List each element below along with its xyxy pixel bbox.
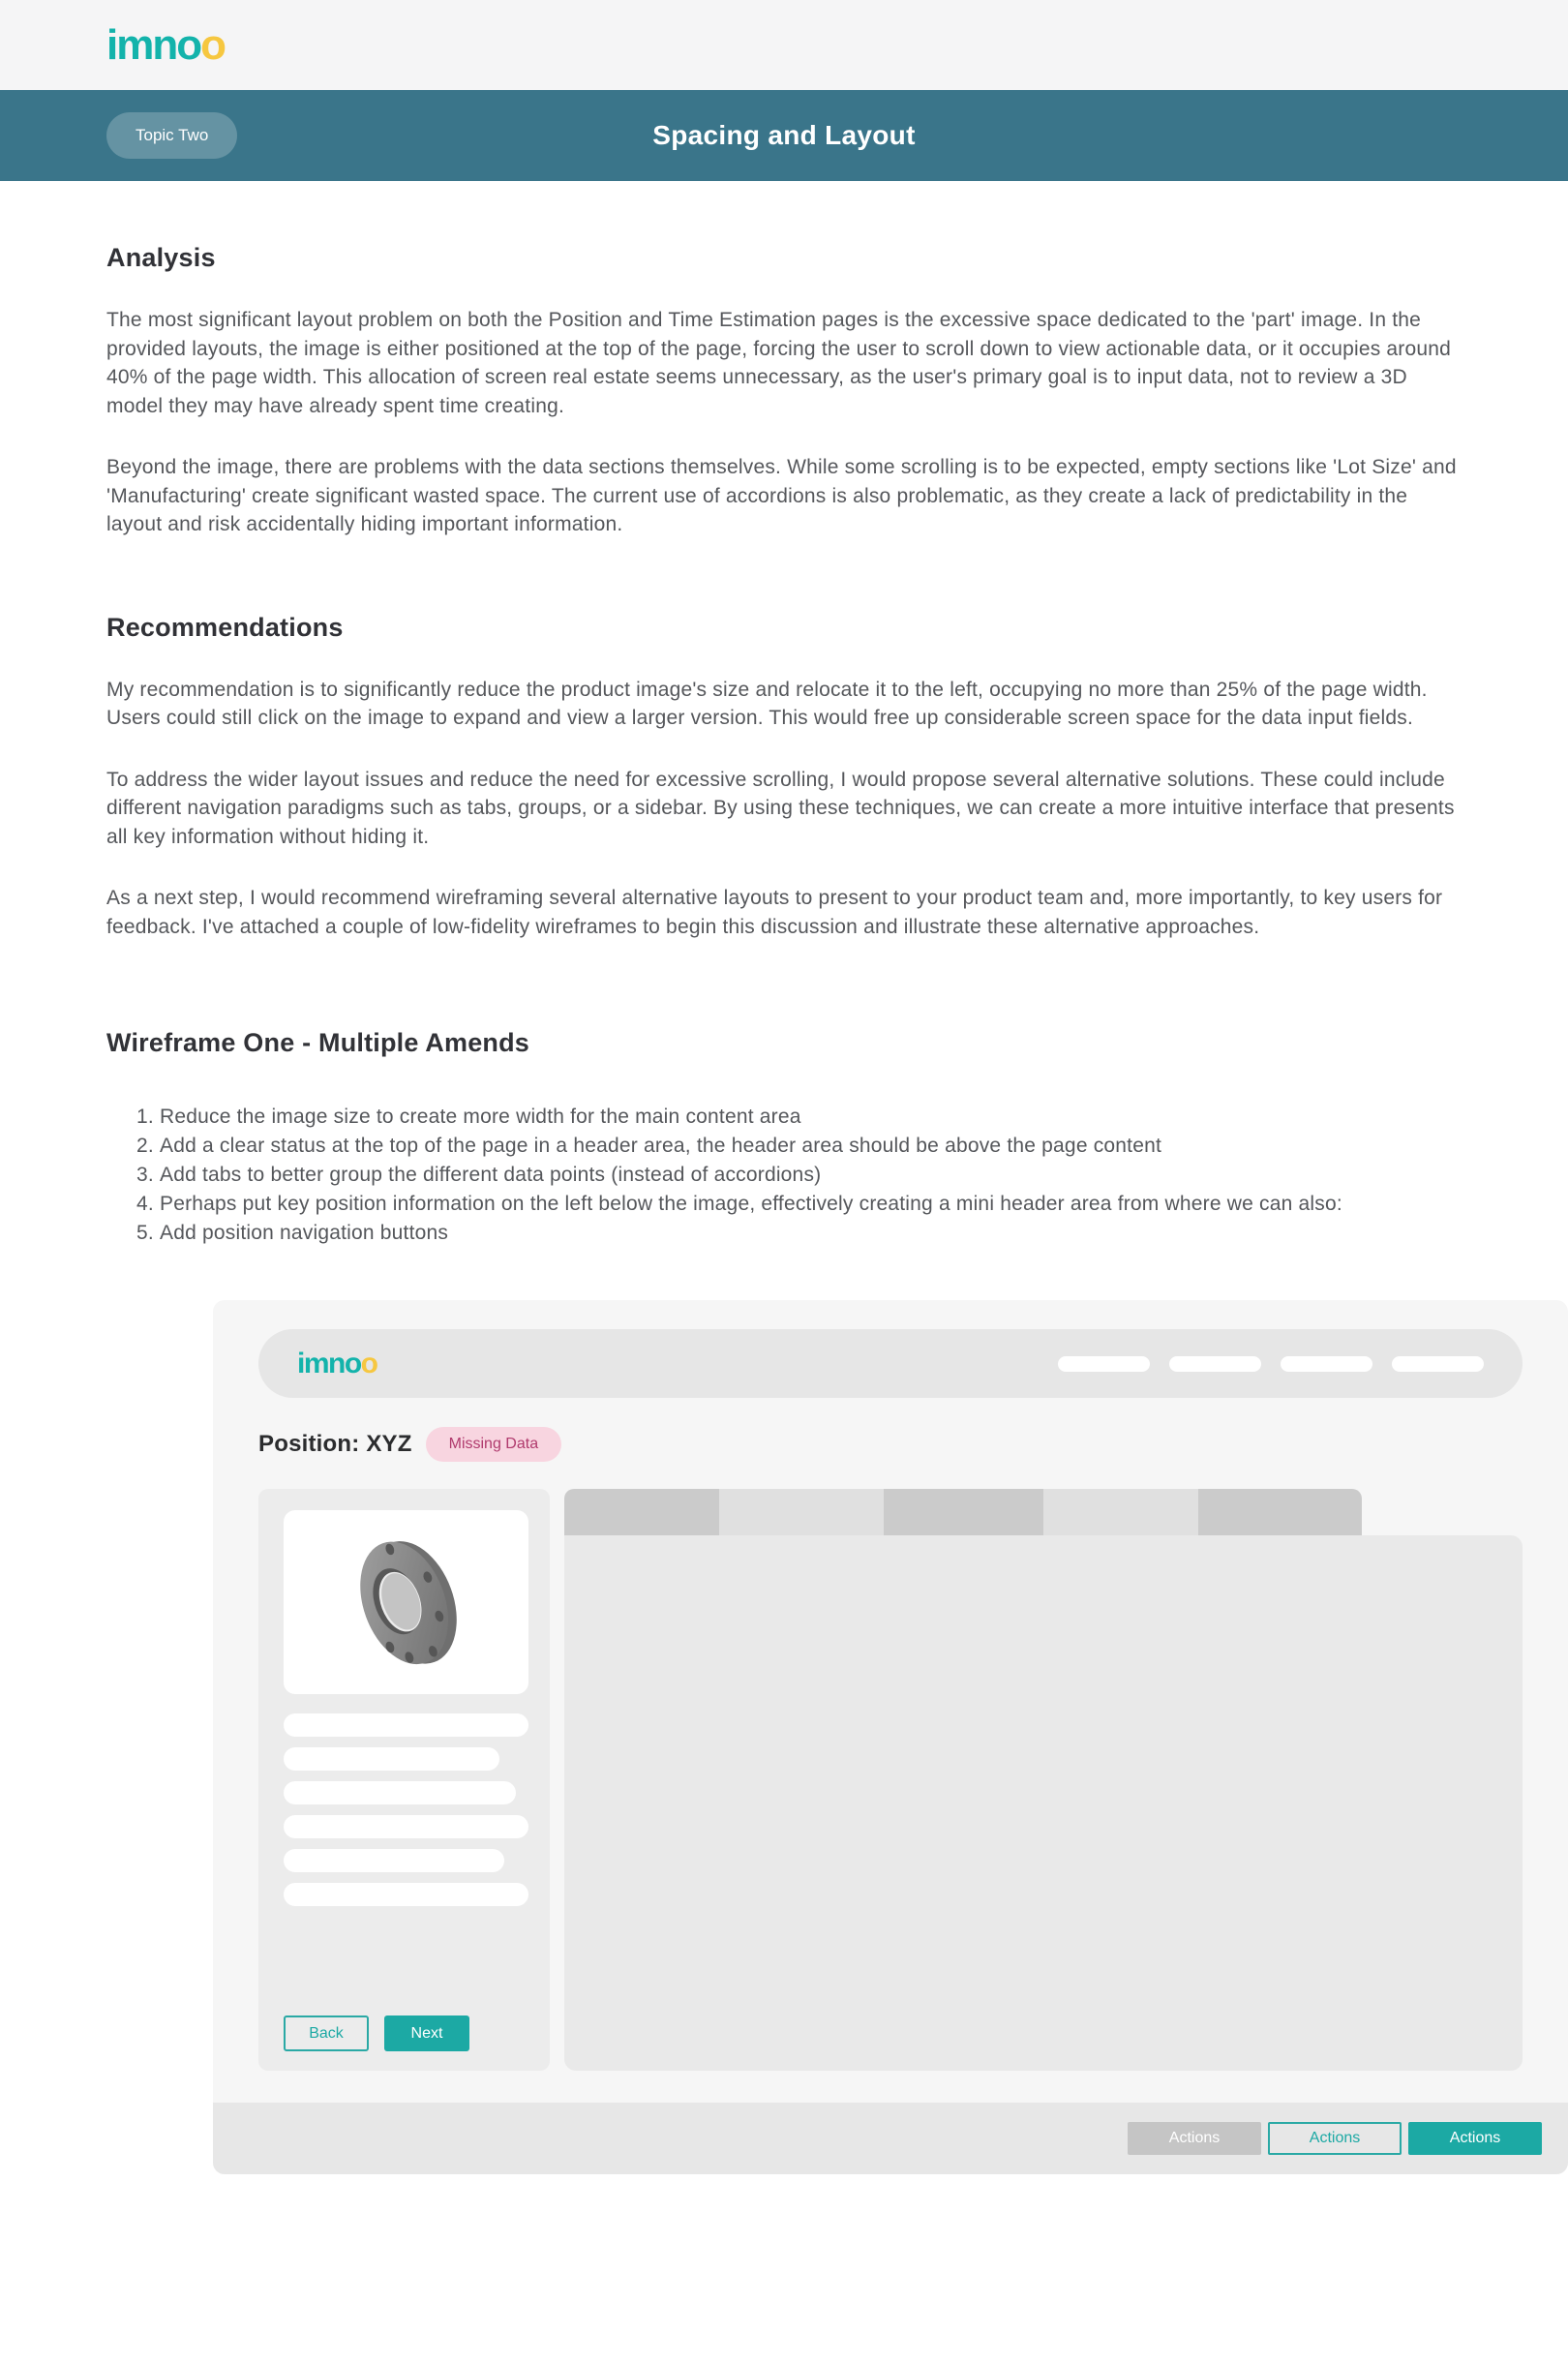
mock-footer-bar xyxy=(213,2103,1568,2174)
list-item: 4. Perhaps put key position information on the left below the image, effectively creating a mini header area from where we can also: xyxy=(160,1190,1462,1219)
part-image-card[interactable] xyxy=(284,1510,528,1694)
sidebar-text-placeholders xyxy=(284,1713,528,1906)
tab-placeholder-4[interactable] xyxy=(1043,1489,1198,1535)
list-item: 3. Add tabs to better group the different data points (instead of accordions) xyxy=(160,1161,1462,1190)
position-title: Position: XYZ xyxy=(258,1431,412,1457)
tab-placeholder-2[interactable] xyxy=(719,1489,884,1535)
amends-list xyxy=(106,1103,1462,1248)
position-nav-buttons xyxy=(284,2015,528,2051)
recommendations-paragraph-2: To address the wider layout issues and reduce the need for excessive scrolling, I would propose several alternative solutions. These could include different navigation paradigms such as tabs, groups, or a sidebar. By using these techniques, we can create a more intuitive interface that presents all key information without hiding it. xyxy=(106,768,1455,848)
next-button[interactable]: Next xyxy=(384,2015,469,2051)
mock-imnoo-logo xyxy=(297,1349,377,1379)
tab-placeholder-5[interactable] xyxy=(1198,1489,1362,1535)
nav-link-placeholder[interactable] xyxy=(1058,1356,1150,1372)
logo-text-yellow: o xyxy=(360,1347,377,1379)
analysis-paragraph-2: Beyond the image, there are problems with the data sections themselves. While some scrolling is to be expected, empty sections like 'Lot Size' and 'Manufacturing' create significant wasted space. The current use of accordions is also problematic, as they create a lack of predictability in the layout and risk accidentally hiding important information. xyxy=(106,456,1457,535)
nav-link-placeholder[interactable] xyxy=(1169,1356,1261,1372)
mock-nav xyxy=(1058,1356,1484,1372)
text-line-placeholder xyxy=(284,1849,504,1872)
text-line-placeholder xyxy=(284,1781,516,1804)
mock-tab-strip xyxy=(564,1489,1523,1535)
topic-banner xyxy=(0,90,1568,181)
mock-title-row xyxy=(258,1427,1523,1462)
nav-link-placeholder[interactable] xyxy=(1392,1356,1484,1372)
part-3d-flange-image xyxy=(325,1519,488,1685)
back-button[interactable]: Back xyxy=(284,2015,369,2051)
tab-placeholder-1[interactable] xyxy=(564,1489,719,1535)
content-panel-placeholder xyxy=(564,1535,1523,2071)
imnoo-logo xyxy=(106,20,225,69)
list-item: 2. Add a clear status at the top of the page in a header area, the header area should be above the page content xyxy=(160,1132,1462,1161)
analysis-heading: Analysis xyxy=(106,243,216,272)
logo-text-teal: imno xyxy=(106,20,201,69)
topic-badge: Topic Two xyxy=(106,112,237,159)
list-item: 5. Add position navigation buttons xyxy=(160,1219,1462,1248)
logo-text-teal: imno xyxy=(297,1347,361,1379)
actions-button-primary[interactable]: Actions xyxy=(1408,2122,1542,2155)
recommendations-paragraph-1: My recommendation is to significantly reduce the product image's size and relocate it to the left, occupying no more than 25% of the page width. Users could still click on the image to expand and view a larger version. This would free up considerable screen space for the data input fields. xyxy=(106,678,1428,729)
actions-button-outline[interactable]: Actions xyxy=(1268,2122,1402,2155)
text-line-placeholder xyxy=(284,1747,499,1771)
wireframe-one-heading: Wireframe One - Multiple Amends xyxy=(106,1028,530,1057)
mock-sidebar xyxy=(258,1489,550,2071)
document-body xyxy=(106,243,1501,2174)
recommendations-heading: Recommendations xyxy=(106,612,344,642)
recommendations-paragraph-3: As a next step, I would recommend wireframing several alternative layouts to present to your product team and, more importantly, to key users for feedback. I've attached a couple of low-fidelity wireframes to begin this discussion and illustrate these alternative approaches. xyxy=(106,887,1443,938)
top-bar xyxy=(0,0,1568,90)
page-title: Spacing and Layout xyxy=(652,120,916,150)
tab-placeholder-3[interactable] xyxy=(884,1489,1043,1535)
mock-header-bar xyxy=(258,1329,1523,1398)
nav-link-placeholder[interactable] xyxy=(1281,1356,1372,1372)
missing-data-badge: Missing Data xyxy=(426,1427,561,1462)
list-item: 1. Reduce the image size to create more width for the main content area xyxy=(160,1103,1462,1132)
text-line-placeholder xyxy=(284,1713,528,1737)
mock-content-area xyxy=(564,1489,1523,2071)
text-line-placeholder xyxy=(284,1815,528,1838)
logo-text-yellow: o xyxy=(200,20,225,69)
wireframe-mockup xyxy=(213,1300,1568,2174)
text-line-placeholder xyxy=(284,1883,528,1906)
actions-button-disabled[interactable]: Actions xyxy=(1128,2122,1261,2155)
mock-main-row xyxy=(258,1489,1523,2071)
analysis-paragraph-1: The most significant layout problem on both the Position and Time Estimation pages is the excessive space dedicated to the 'part' image. In the provided layouts, the image is either positioned at the top of the page, forcing the user to scroll down to view actionable data, or it occupies around 40% of the page width. This allocation of screen real estate seems unnecessary, as the user's primary goal is to input data, not to review a 3D model they may have already spent time creating. xyxy=(106,309,1452,417)
